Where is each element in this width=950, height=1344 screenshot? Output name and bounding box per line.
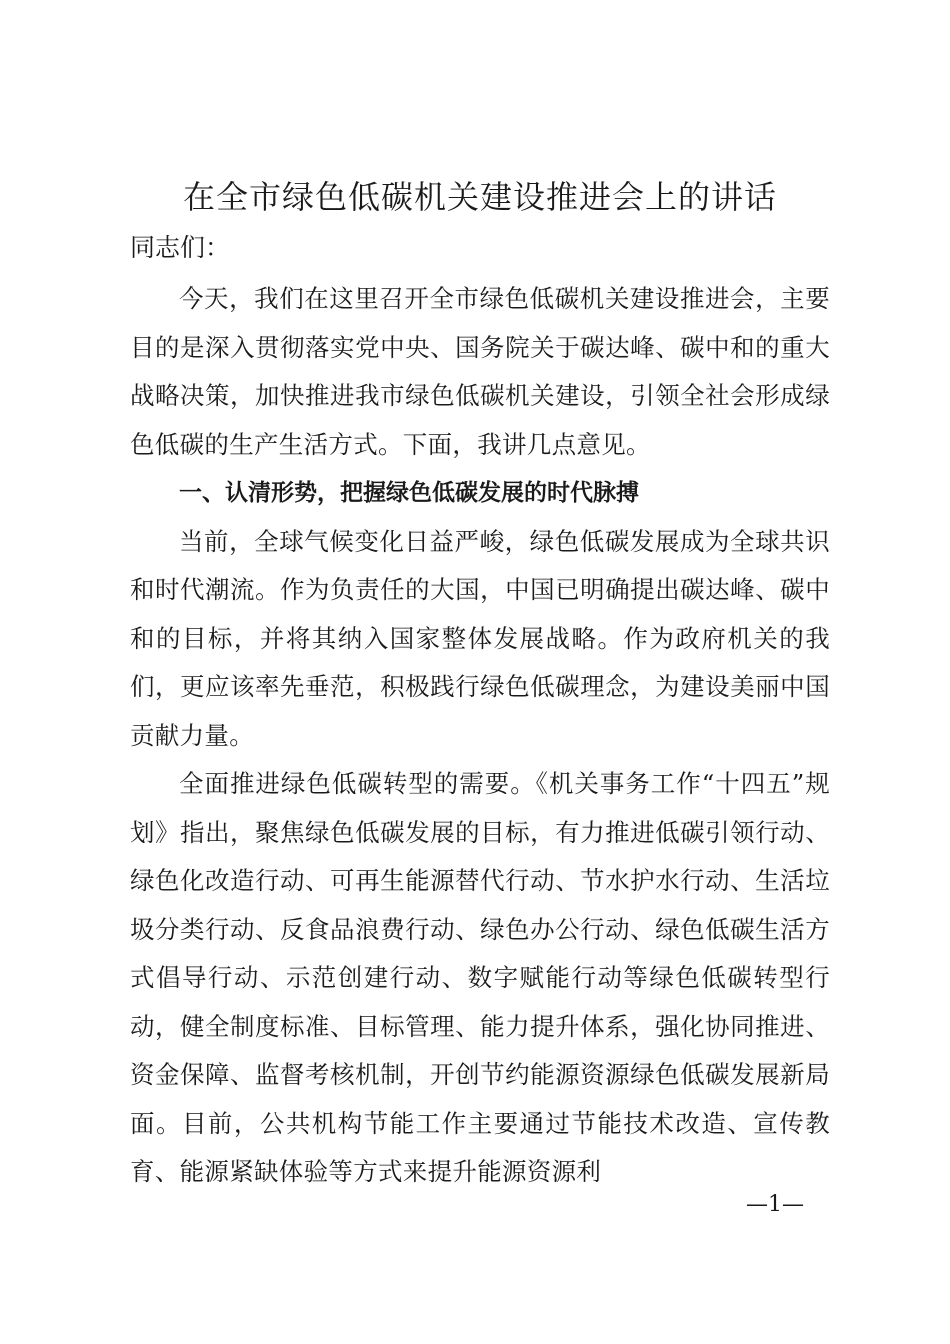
document-body [130,275,830,1197]
section-heading: 一、认清形势，把握绿色低碳发展的时代脉搏 [179,480,639,506]
page-number: —1— [746,1192,804,1217]
document-title: 在全市绿色低碳机关建设推进会上的讲话 [182,178,777,216]
section-paragraph-1: 当前，全球气候变化日益严峻，绿色低碳发展成为全球共识和时代潮流。作为负责任的大国，中国已明确提出碳达峰、碳中和的目标，并将其纳入国家整体发展战略。作为政府机关的我们，更应该率先垂范，积极践行绿色低碳理念，为建设美丽中国贡献力量。 [130,526,830,750]
section-paragraph-2: 全面推进绿色低碳转型的需要。《机关事务工作“十四五”规划》指出，聚焦绿色低碳发展的目标，有力推进低碳引领行动、绿色化改造行动、可再生能源替代行动、节水护水行动、生活垃圾分类行动、反食品浪费行动、绿色办公行动、绿色低碳生活方式倡导行动、示范创建行动、数字赋能行动等绿色低碳转型行动，健全制度标准、目标管理、能力提升体系，强化协同推进、资金保障、监督考核机制，开创节约能源资源绿色低碳发展新局面。目前，公共机构节能工作主要通过节能技术改造、宣传教育、能源紧缺体验等方式来提升能源资源利 [130,769,830,1186]
intro-paragraph: 今天，我们在这里召开全市绿色低碳机关建设推进会，主要目的是深入贯彻落实党中央、国务院关于碳达峰、碳中和的重大战略决策，加快推进我市绿色低碳机关建设，引领全社会形成绿色低碳的生产生活方式。下面，我讲几点意见。 [130,284,830,459]
salutation: 同志们： [130,233,231,262]
